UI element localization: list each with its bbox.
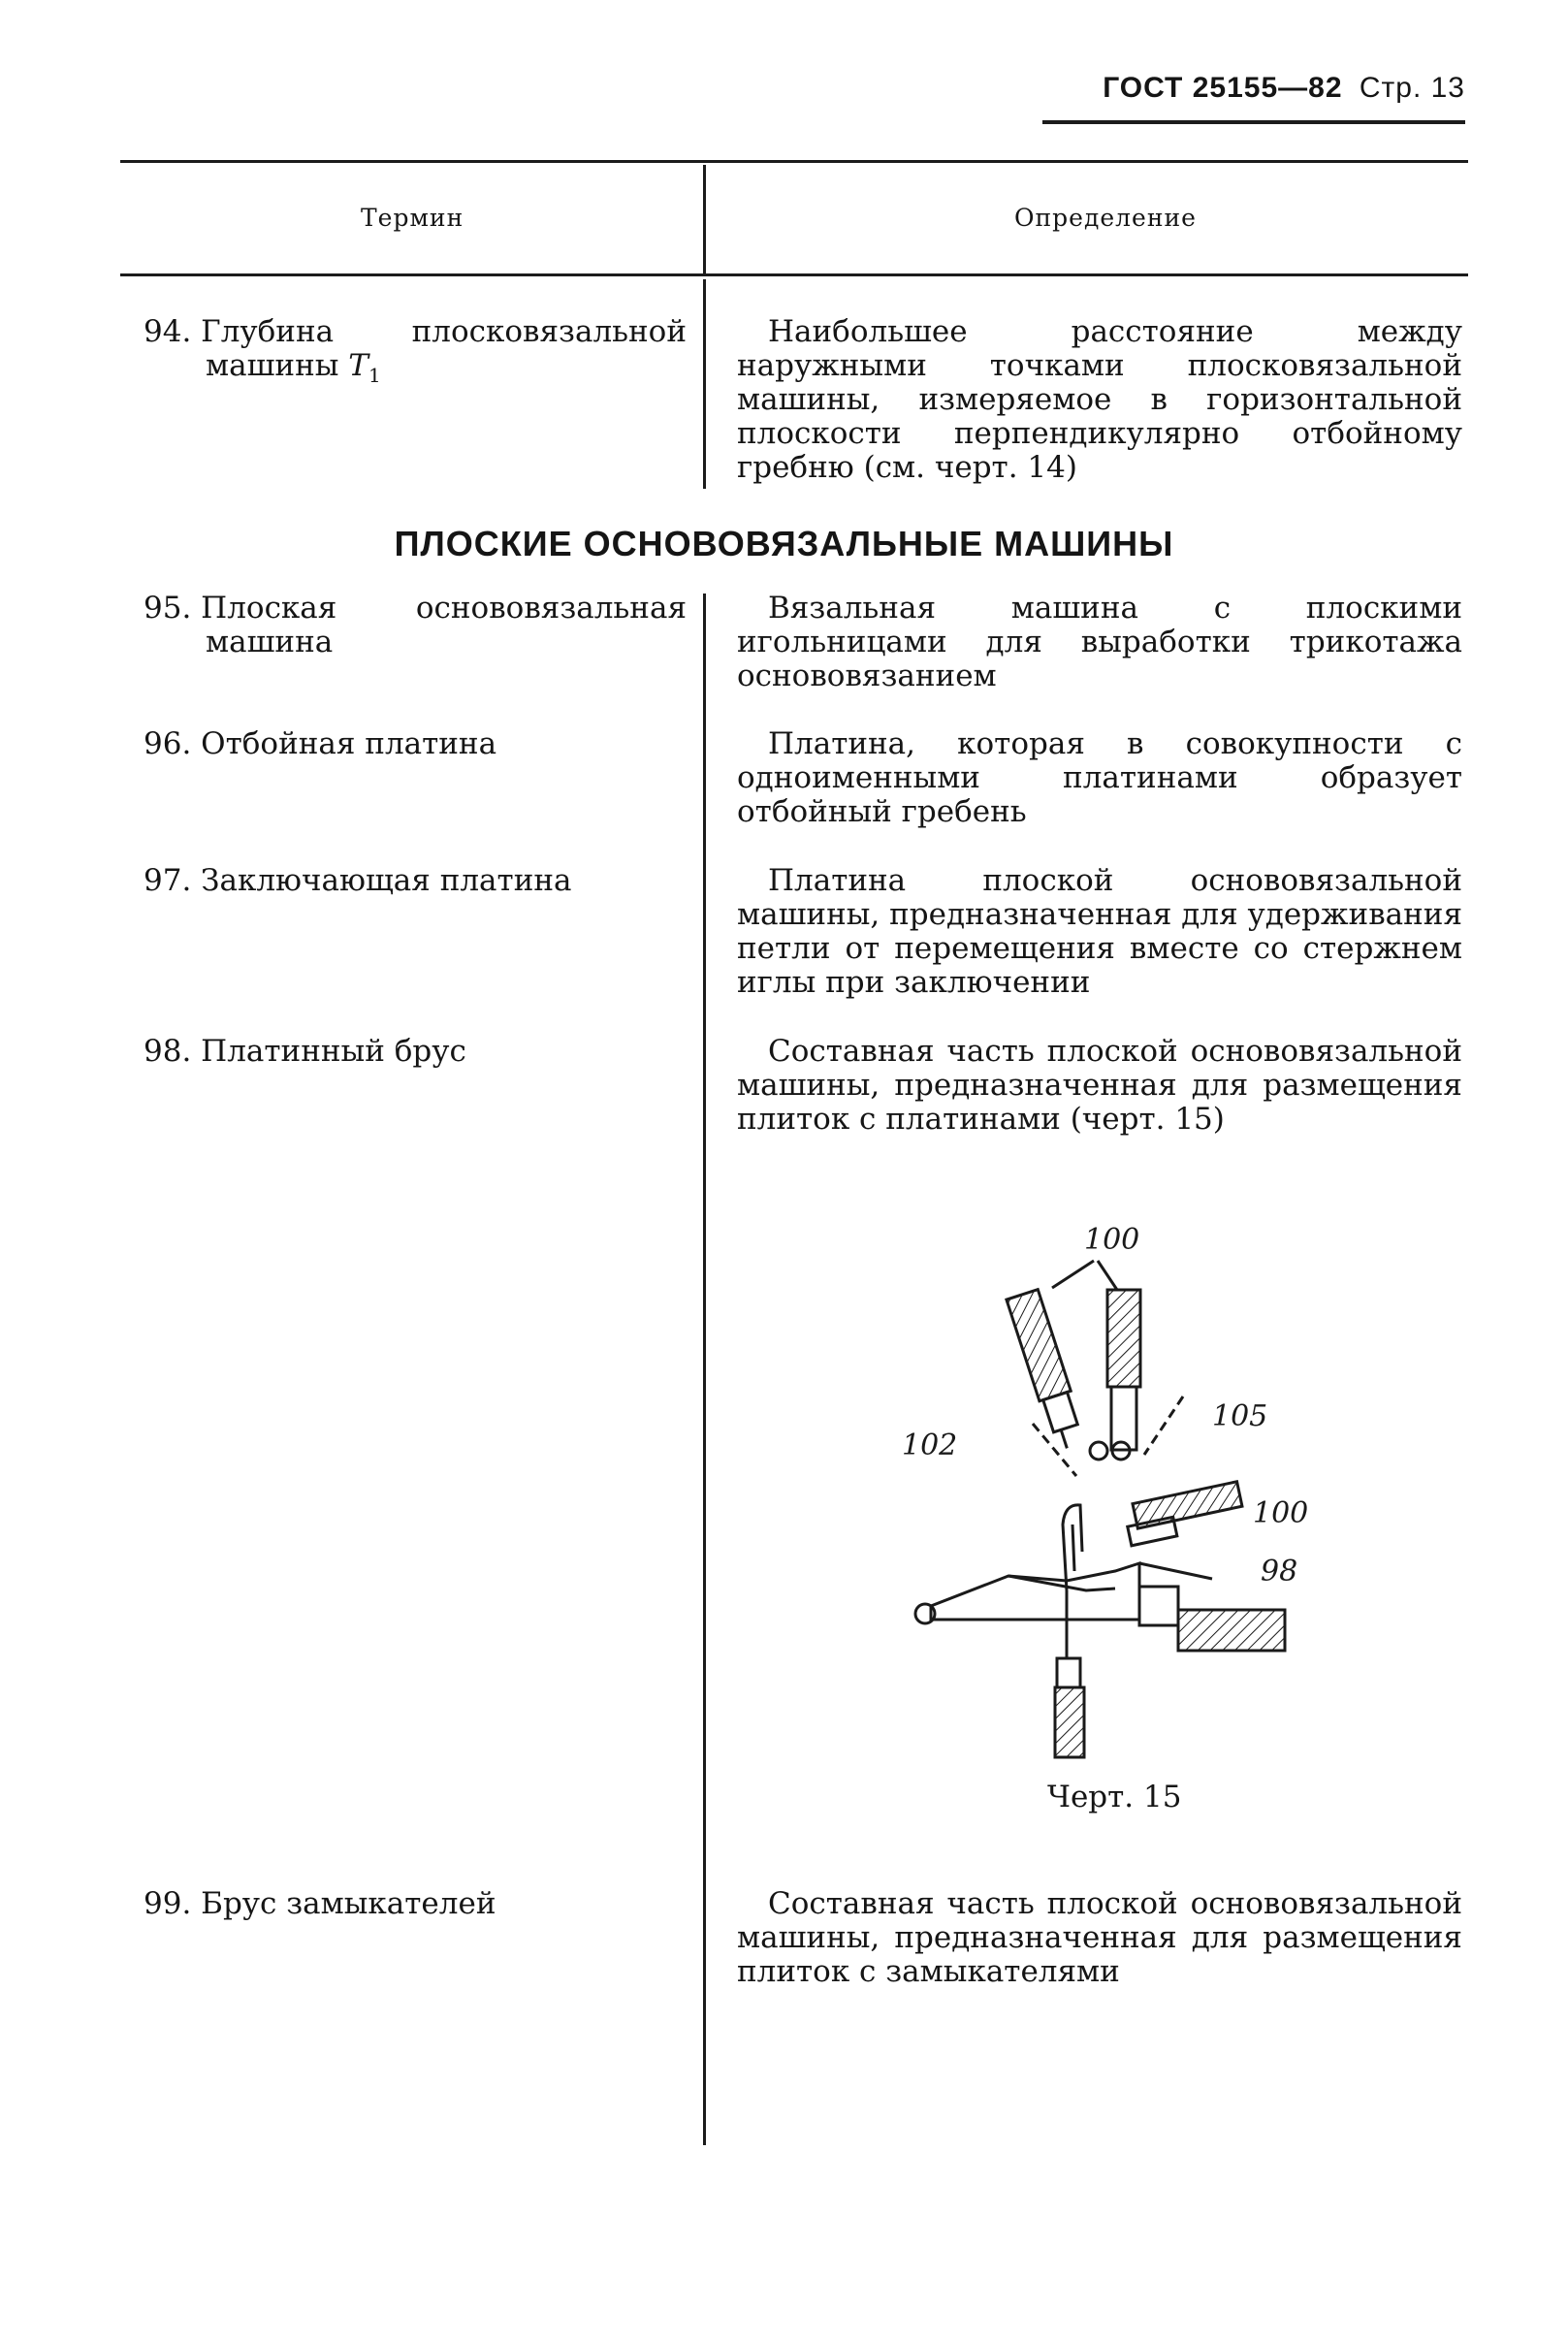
definition-99: Составная часть плоской основовязальной машины, предназначенная для размещения плиток с замыкателями xyxy=(737,1886,1462,1989)
sinker-bar-line xyxy=(1139,1563,1212,1579)
label-bottom: 98 xyxy=(1261,1555,1298,1589)
guide-line xyxy=(1144,1396,1183,1455)
needle-holder-left xyxy=(1007,1290,1087,1452)
column-header-term: Термин xyxy=(361,204,464,232)
term-word: Плоская xyxy=(201,591,337,626)
label-left: 102 xyxy=(902,1428,958,1462)
sinker-bar-section xyxy=(1178,1610,1285,1651)
definition-97: Платина плоской основовязальной машины, предназначенная для удерживания петли от перемещения вместе со стержнем иглы при заключении xyxy=(737,863,1463,1000)
bottom-holder-cap xyxy=(1057,1658,1080,1687)
label-mid: 100 xyxy=(1253,1496,1309,1530)
standard-number: ГОСТ 25155—82 xyxy=(1103,72,1343,104)
section-title: ПЛОСКИЕ ОСНОВОВЯЗАЛЬНЫЕ МАШИНЫ xyxy=(394,524,1174,563)
figure-15-drawing xyxy=(892,1203,1319,1765)
label-top: 100 xyxy=(1084,1223,1140,1257)
figure-caption: Черт. 15 xyxy=(1047,1780,1182,1814)
header-underline xyxy=(1042,120,1465,124)
term-number: 95. xyxy=(144,591,192,626)
term-word: плосковязальной xyxy=(411,314,687,349)
term-text: Брус замыкателей xyxy=(201,1886,496,1921)
term-97 xyxy=(144,864,687,898)
term-word: Глубина xyxy=(201,314,335,349)
sinker-bar-block xyxy=(1139,1587,1178,1625)
page-number: Стр. 13 xyxy=(1359,72,1465,104)
leader-line xyxy=(1052,1261,1117,1290)
sinker-hook-inner xyxy=(1072,1525,1074,1571)
term-number: 98. xyxy=(144,1034,192,1069)
definition-96: Платина, которая в совокупности с одноименными платинами образует отбойный гребень xyxy=(737,726,1462,829)
bottom-holder xyxy=(1055,1687,1084,1757)
term-98 xyxy=(144,1035,687,1069)
term-symbol-subscript: 1 xyxy=(368,364,381,388)
term-number: 99. xyxy=(144,1886,192,1921)
term-text: Платинный брус xyxy=(201,1034,466,1069)
page-header xyxy=(1103,72,1465,105)
sinker-bar-line xyxy=(1008,1576,1115,1590)
column-divider-main xyxy=(703,594,706,2145)
label-right: 105 xyxy=(1212,1399,1268,1433)
term-number: 97. xyxy=(144,863,192,898)
term-number: 96. xyxy=(144,726,192,761)
platen-bar xyxy=(1123,1482,1245,1546)
needle-holder-right xyxy=(1107,1290,1140,1450)
definition-98: Составная часть плоской основовязальной машины, предназначенная для размещения плиток с платинами (черт. 15) xyxy=(737,1034,1462,1137)
term-99 xyxy=(144,1887,687,1921)
term-word: машины xyxy=(206,348,339,383)
pivot-circle xyxy=(1090,1442,1107,1460)
term-text: Заключающая платина xyxy=(201,863,572,898)
table-header-rule xyxy=(120,273,1468,276)
term-number: 94. xyxy=(144,314,192,349)
sinker-bar-body xyxy=(931,1563,1139,1620)
term-word: основовязальная xyxy=(415,591,687,626)
column-divider-94 xyxy=(703,279,706,489)
term-text: Отбойная платина xyxy=(201,726,497,761)
term-word: машина xyxy=(206,625,334,659)
table-top-rule xyxy=(120,160,1468,163)
term-94 xyxy=(144,315,687,393)
definition-94: Наибольшее расстояние между наружными точками плосковязальной машины, измеряемое в горизонтальной плоскости перпендикулярно отбойному гребню (см. черт. 14) xyxy=(737,314,1462,485)
column-header-definition: Определение xyxy=(1014,204,1197,232)
column-divider-header xyxy=(703,165,706,273)
term-symbol: T xyxy=(348,348,368,383)
term-96 xyxy=(144,727,687,761)
definition-95: Вязальная машина с плоскими игольницами для выработки трикотажа основовязанием xyxy=(737,591,1462,693)
term-95 xyxy=(144,592,687,659)
